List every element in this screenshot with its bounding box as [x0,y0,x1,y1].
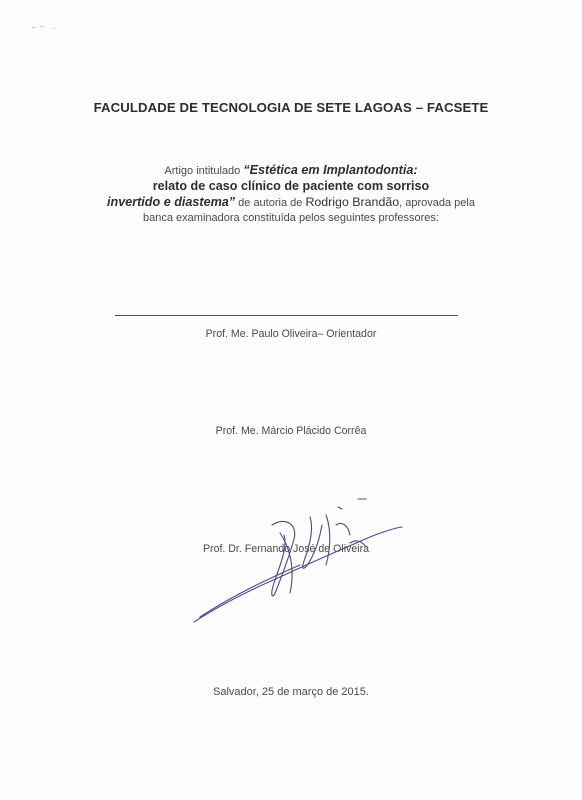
place-and-date: Salvador, 25 de março de 2015. [213,686,369,698]
approval-by-text: de autoria de [235,197,306,209]
approval-rest-line4: banca examinadora constituída pelos seguintes professores: [143,212,439,224]
article-title-part3: invertido e diastema” [107,195,236,209]
committee-member-third: Prof. Dr. Fernando José de Oliveira [202,543,370,555]
institution-name: FACULDADE DE TECNOLOGIA DE SETE LAGOAS – FACSETE [93,100,489,115]
approval-rest-line3: , aprovada pela [399,197,475,209]
article-title-part2: relato de caso clínico de paciente com sorriso [152,179,430,193]
signature-line [115,315,458,316]
handwritten-signature [180,495,420,630]
article-title-part1: “Estética em Implantodontia: [243,163,418,177]
approval-statement [60,163,522,226]
committee-member-second: Prof. Me. Márcio Plácido Corrêa [215,425,367,437]
scan-artifact-marks [30,22,70,32]
committee-member-advisor: Prof. Me. Paulo Oliveira– Orientador [205,328,377,340]
author-name: Rodrigo Brandão [305,195,400,209]
approval-intro: Artigo intitulado [164,165,244,177]
